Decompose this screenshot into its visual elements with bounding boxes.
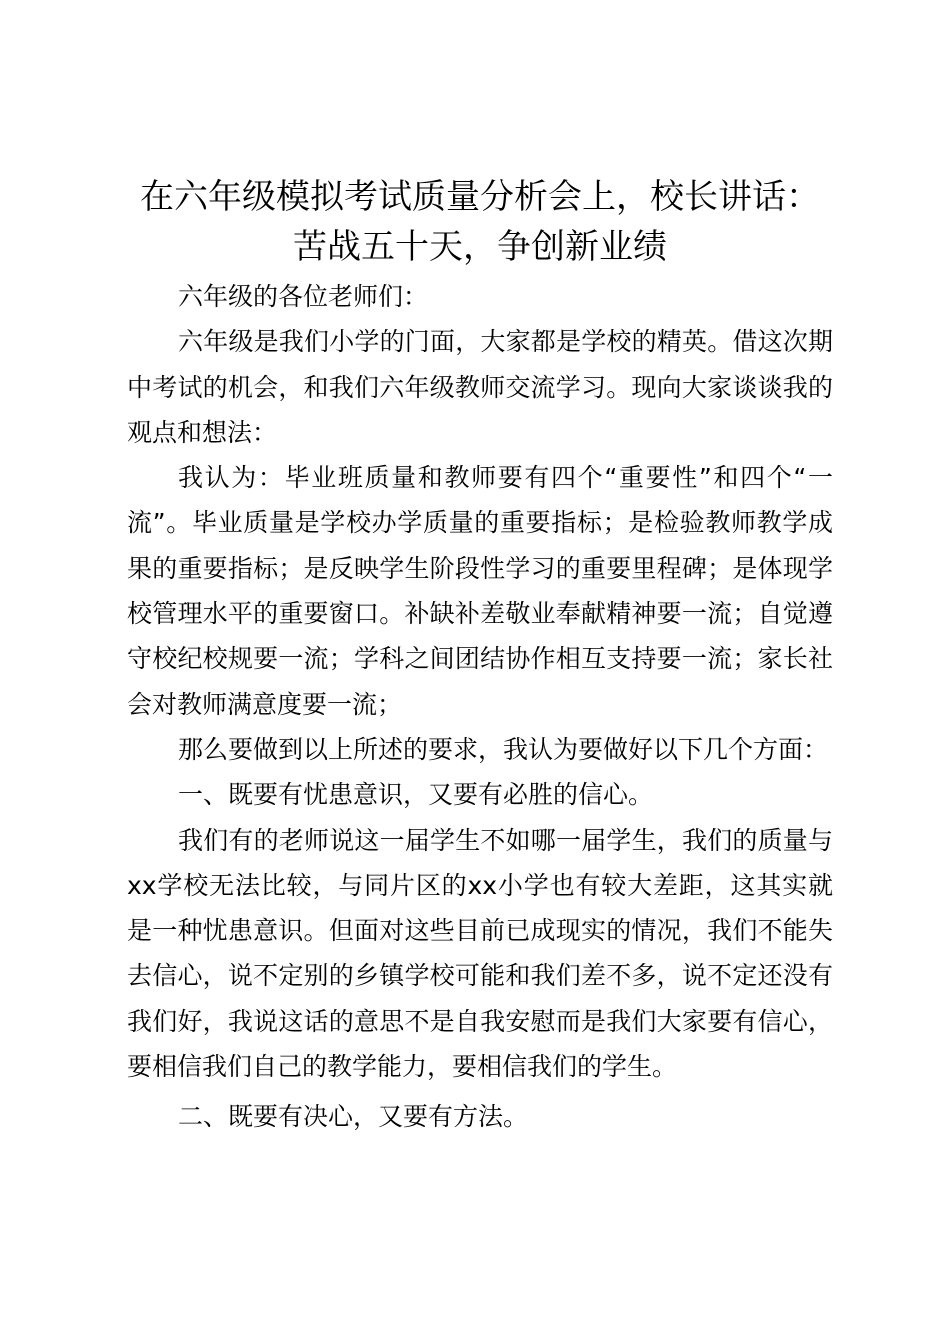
title-line-1: 在六年级模拟考试质量分析会上，校长讲话： bbox=[140, 177, 820, 217]
paragraph-point-1: 我们有的老师说这一届学生不如哪一届学生，我们的质量与xx学校无法比较，与同片区的xx小学也有较大差距，这其实就是一种忧患意识。但面对这些目前已成现实的情况，我们不能失去信心，说不定别的乡镇学校可能和我们差不多，说不定还没有我们好，我说这话的意思不是自我安慰而是我们大家要有信心，要相信我们自己的教学能力，要相信我们的学生。 bbox=[127, 825, 833, 1082]
title-line-2: 苦战五十天，争创新业绩 bbox=[293, 227, 667, 267]
paragraph-importance: 我认为：毕业班质量和教师要有四个“重要性”和四个“一流”。毕业质量是学校办学质量的重要指标；是检验教师教学成果的重要指标；是反映学生阶段性学习的重要里程碑；是体现学校管理水平的重要窗口。补缺补差敬业奉献精神要一流；自觉遵守校纪校规要一流；学科之间团结协作相互支持要一流；家长社会对教师满意度要一流； bbox=[127, 463, 833, 719]
document-title bbox=[127, 172, 833, 272]
document-page bbox=[127, 172, 833, 1140]
paragraph-transition: 那么要做到以上所述的要求，我认为要做好以下几个方面： bbox=[178, 734, 829, 764]
heading-point-2: 二、既要有决心，又要有方法。 bbox=[178, 1102, 529, 1132]
salutation: 六年级的各位老师们： bbox=[178, 282, 429, 311]
heading-point-1: 一、既要有忧患意识，又要有必胜的信心。 bbox=[178, 780, 654, 810]
paragraph-intro: 六年级是我们小学的门面，大家都是学校的精英。借这次期中考试的机会，和我们六年级教师交流学习。现向大家谈谈我的观点和想法： bbox=[127, 327, 833, 447]
